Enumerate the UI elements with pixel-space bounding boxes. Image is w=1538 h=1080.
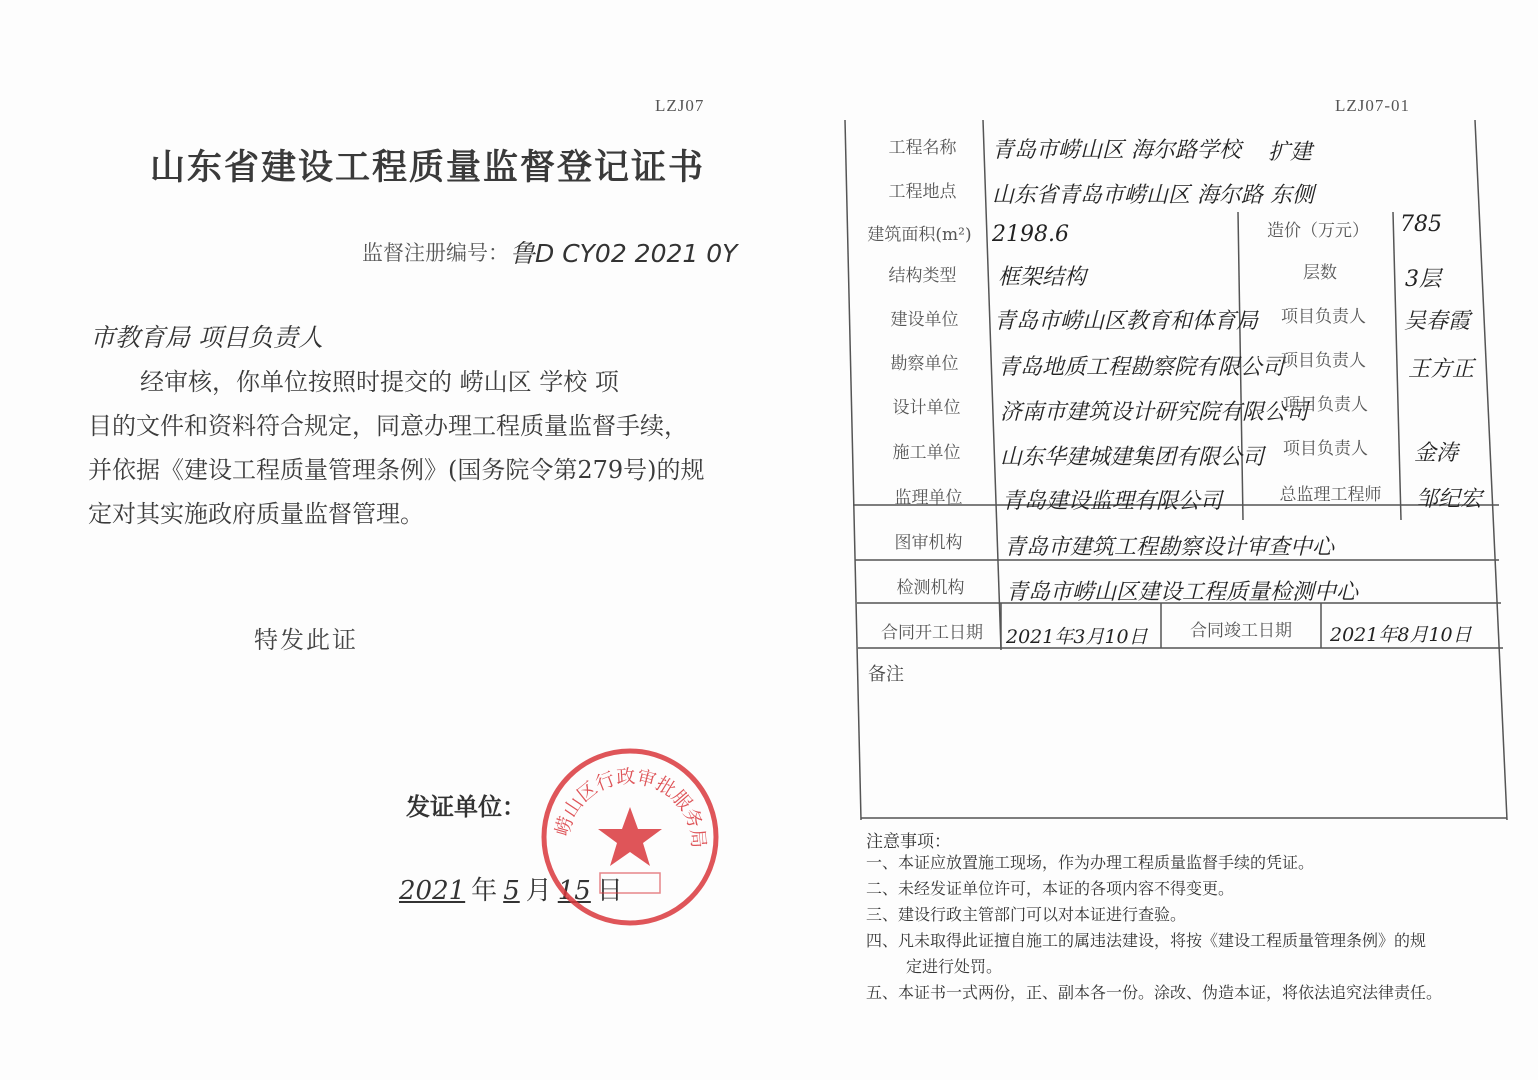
review-agency-value: 青岛市建筑工程勘察设计审查中心 — [1004, 535, 1335, 560]
issue-month-suffix: 月 — [525, 876, 552, 906]
build-unit-value: 青岛市崂山区教育和体育局 — [994, 309, 1259, 334]
pm3-label: 项目负责人 — [1283, 395, 1368, 415]
chief-engineer-label: 总监理工程师 — [1279, 485, 1382, 505]
note-item: 五、本证书一式两份，正、副本各一份。涂改、伪造本证，将依法追究法律责任。 — [866, 983, 1443, 1002]
design-unit-label: 设计单位 — [892, 398, 961, 418]
form-code-right: LZJ07-01 — [1335, 96, 1411, 115]
certificate-title: 山东省建设工程质量监督登记证书 — [150, 147, 706, 188]
remarks-label: 备注 — [868, 664, 904, 685]
floors-label: 层数 — [1303, 263, 1337, 283]
registration-number-value: 鲁D CY02 2021 0Y — [510, 239, 738, 268]
body-line-4: 定对其实施政府质量监督管理。 — [88, 500, 424, 528]
build-unit-label: 建设单位 — [890, 310, 959, 330]
start-date-label: 合同开工日期 — [881, 623, 983, 643]
body-line-3: 并依据《建设工程质量管理条例》(国务院令第279号)的规 — [88, 456, 705, 484]
issue-day: 15 — [557, 876, 591, 906]
body-line-2: 目的文件和资料符合规定，同意办理工程质量监督手续， — [88, 412, 688, 440]
note-item: 四、凡未取得此证擅自施工的属违法建设，将按《建设工程质量管理条例》的规 — [866, 931, 1427, 950]
structure-value: 框架结构 — [998, 265, 1087, 290]
issue-month: 5 — [503, 876, 520, 906]
pm2-value: 王方正 — [1408, 357, 1475, 382]
chief-engineer-value: 邹纪宏 — [1416, 487, 1483, 512]
issue-year: 2021 — [399, 876, 466, 906]
notes-list — [866, 850, 1506, 1006]
project-location-value: 山东省青岛市崂山区 海尔路 东侧 — [992, 183, 1314, 208]
pm4-value: 金涛 — [1414, 441, 1459, 466]
construction-unit-label: 施工单位 — [892, 443, 961, 463]
note-item: 定进行处罚。 — [906, 957, 1003, 976]
note-item: 二、未经发证单位许可，本证的各项内容不得变更。 — [866, 879, 1235, 898]
project-location-label: 工程地点 — [888, 182, 957, 202]
official-seal-icon — [538, 745, 722, 929]
floors-value: 3层 — [1405, 267, 1441, 292]
issue-year-suffix: 年 — [471, 876, 498, 906]
supervision-unit-value: 青岛建设监理有限公司 — [1002, 489, 1223, 514]
pm2-label: 项目负责人 — [1281, 351, 1366, 371]
design-unit-value: 济南市建筑设计研究院有限公司 — [1000, 400, 1309, 425]
construction-unit-value: 山东华建城建集团有限公司 — [1000, 445, 1265, 470]
pm1-value: 吴春霞 — [1404, 309, 1471, 334]
project-name-label: 工程名称 — [888, 138, 957, 158]
project-name-value: 青岛市崂山区 海尔路学校 — [992, 138, 1241, 163]
survey-unit-label: 勘察单位 — [890, 354, 959, 374]
note-item: 一、本证应放置施工现场，作为办理工程质量监督手续的凭证。 — [866, 853, 1315, 872]
pm4-label: 项目负责人 — [1283, 439, 1368, 459]
issuer-label: 发证单位： — [406, 792, 526, 821]
cost-label: 造价（万元） — [1267, 221, 1369, 241]
testing-agency-label: 检测机构 — [896, 578, 965, 598]
special-issue-text: 特发此证 — [254, 626, 358, 654]
certificate-body — [88, 360, 718, 536]
end-date-value: 2021年8月10日 — [1330, 624, 1472, 646]
addressee: 市教育局 项目负责人 — [90, 323, 323, 352]
review-agency-label: 图审机构 — [894, 533, 963, 553]
issue-day-suffix: 日 — [596, 876, 623, 906]
testing-agency-value: 青岛市崂山区建设工程质量检测中心 — [1006, 580, 1359, 605]
pm1-label: 项目负责人 — [1281, 307, 1366, 327]
body-line-1: 经审核，你单位按照时提交的 崂山区 学校 项 — [140, 368, 619, 396]
area-label: 建筑面积(m²) — [867, 225, 972, 245]
project-name-extra: 扩建 — [1268, 140, 1313, 165]
supervision-unit-label: 监理单位 — [894, 488, 963, 508]
note-item: 三、建设行政主管部门可以对本证进行查验。 — [866, 905, 1187, 924]
survey-unit-value: 青岛地质工程勘察院有限公司 — [998, 355, 1285, 380]
notes-title: 注意事项： — [866, 832, 951, 852]
registration-number-label: 监督注册编号： — [362, 241, 509, 265]
area-value: 2198.6 — [992, 222, 1069, 247]
end-date-label: 合同竣工日期 — [1190, 621, 1292, 641]
start-date-value: 2021年3月10日 — [1006, 626, 1148, 648]
structure-label: 结构类型 — [888, 266, 957, 286]
seal-text: 崂山区行政审批服务局 — [551, 765, 710, 850]
cost-value: 785 — [1400, 212, 1442, 237]
form-code-left: LZJ07 — [655, 96, 705, 115]
